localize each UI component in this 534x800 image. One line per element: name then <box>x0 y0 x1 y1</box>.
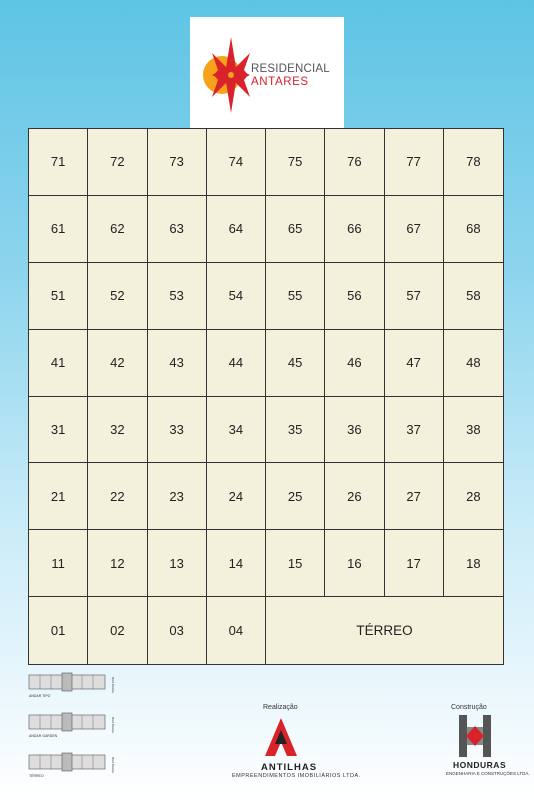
unit-cell[interactable]: 43 <box>148 330 207 397</box>
unit-cell[interactable]: 37 <box>385 397 444 464</box>
unit-cell[interactable]: 34 <box>207 397 266 464</box>
unit-cell[interactable]: 27 <box>385 463 444 530</box>
unit-cell[interactable]: 67 <box>385 196 444 263</box>
unit-cell[interactable]: 73 <box>148 129 207 196</box>
compass-star-icon <box>198 37 252 113</box>
unit-cell[interactable]: 18 <box>444 530 503 597</box>
logo-line-2: ANTARES <box>251 75 309 88</box>
unit-cell[interactable]: 61 <box>29 196 88 263</box>
unit-cell[interactable]: 17 <box>385 530 444 597</box>
unit-cell[interactable]: 36 <box>325 397 384 464</box>
plan-side-garden: RUA BAHIA <box>111 717 115 734</box>
unit-cell[interactable]: 54 <box>207 263 266 330</box>
unit-cell[interactable]: 58 <box>444 263 503 330</box>
floor-plan-tipo <box>26 671 116 699</box>
unit-cell[interactable]: 78 <box>444 129 503 196</box>
unit-cell[interactable]: 35 <box>266 397 325 464</box>
unit-cell[interactable]: 52 <box>88 263 147 330</box>
unit-cell[interactable]: 68 <box>444 196 503 263</box>
unit-cell[interactable]: 44 <box>207 330 266 397</box>
unit-cell[interactable]: 74 <box>207 129 266 196</box>
ground-unit-cell[interactable]: 03 <box>148 597 207 664</box>
honduras-subtitle: ENGENHARIA E CONSTRUÇÕES LTDA. <box>446 771 530 776</box>
antilhas-subtitle: EMPREENDIMENTOS IMOBILIÁRIOS LTDA. <box>232 773 361 779</box>
realizacao-label: Realização <box>263 704 298 711</box>
unit-cell[interactable]: 33 <box>148 397 207 464</box>
unit-cell[interactable]: 22 <box>88 463 147 530</box>
antilhas-name: ANTILHAS <box>261 762 318 773</box>
unit-cell[interactable]: 38 <box>444 397 503 464</box>
floor-plan-terreo <box>26 751 116 779</box>
plan-label-tipo: ANDAR TIPO <box>29 694 51 698</box>
logo-text <box>251 64 330 88</box>
floor-plan-garden <box>26 711 116 739</box>
unit-cell[interactable]: 48 <box>444 330 503 397</box>
unit-cell[interactable]: 16 <box>325 530 384 597</box>
terreo-cell[interactable]: TÉRREO <box>266 597 503 664</box>
unit-cell[interactable]: 42 <box>88 330 147 397</box>
unit-cell[interactable]: 24 <box>207 463 266 530</box>
unit-cell[interactable]: 25 <box>266 463 325 530</box>
ground-unit-cell[interactable]: 04 <box>207 597 266 664</box>
unit-cell[interactable]: 77 <box>385 129 444 196</box>
ground-unit-cell[interactable]: 02 <box>88 597 147 664</box>
unit-cell[interactable]: 45 <box>266 330 325 397</box>
unit-cell[interactable]: 72 <box>88 129 147 196</box>
antilhas-logo-icon <box>263 716 299 760</box>
plan-label-terreo: TÉRREO <box>29 774 44 778</box>
plan-label-garden: ANDAR GARDEN <box>29 734 58 738</box>
unit-cell[interactable]: 65 <box>266 196 325 263</box>
unit-cell[interactable]: 46 <box>325 330 384 397</box>
unit-cell[interactable]: 31 <box>29 397 88 464</box>
unit-cell[interactable]: 23 <box>148 463 207 530</box>
unit-cell[interactable]: 47 <box>385 330 444 397</box>
unit-cell[interactable]: 75 <box>266 129 325 196</box>
unit-cell[interactable]: 32 <box>88 397 147 464</box>
unit-cell[interactable]: 15 <box>266 530 325 597</box>
apartment-grid <box>28 128 504 665</box>
unit-cell[interactable]: 63 <box>148 196 207 263</box>
unit-cell[interactable]: 71 <box>29 129 88 196</box>
unit-cell[interactable]: 56 <box>325 263 384 330</box>
ground-unit-cell[interactable]: 01 <box>29 597 88 664</box>
unit-cell[interactable]: 57 <box>385 263 444 330</box>
unit-cell[interactable]: 76 <box>325 129 384 196</box>
unit-cell[interactable]: 66 <box>325 196 384 263</box>
residencial-antares-logo <box>190 17 344 128</box>
unit-cell[interactable]: 13 <box>148 530 207 597</box>
unit-cell[interactable]: 41 <box>29 330 88 397</box>
unit-cell[interactable]: 62 <box>88 196 147 263</box>
unit-cell[interactable]: 64 <box>207 196 266 263</box>
unit-cell[interactable]: 12 <box>88 530 147 597</box>
honduras-logo-icon <box>457 713 493 759</box>
honduras-name: HONDURAS <box>453 760 507 770</box>
construcao-label: Construção <box>451 704 487 711</box>
unit-cell[interactable]: 28 <box>444 463 503 530</box>
unit-cell[interactable]: 21 <box>29 463 88 530</box>
unit-cell[interactable]: 51 <box>29 263 88 330</box>
unit-cell[interactable]: 55 <box>266 263 325 330</box>
unit-cell[interactable]: 53 <box>148 263 207 330</box>
unit-cell[interactable]: 11 <box>29 530 88 597</box>
unit-cell[interactable]: 26 <box>325 463 384 530</box>
unit-cell[interactable]: 14 <box>207 530 266 597</box>
logo-line-1: RESIDENCIAL <box>251 63 330 75</box>
plan-side-tipo: RUA BAHIA <box>111 677 115 694</box>
plan-side-terreo: RUA BAHIA <box>111 757 115 774</box>
